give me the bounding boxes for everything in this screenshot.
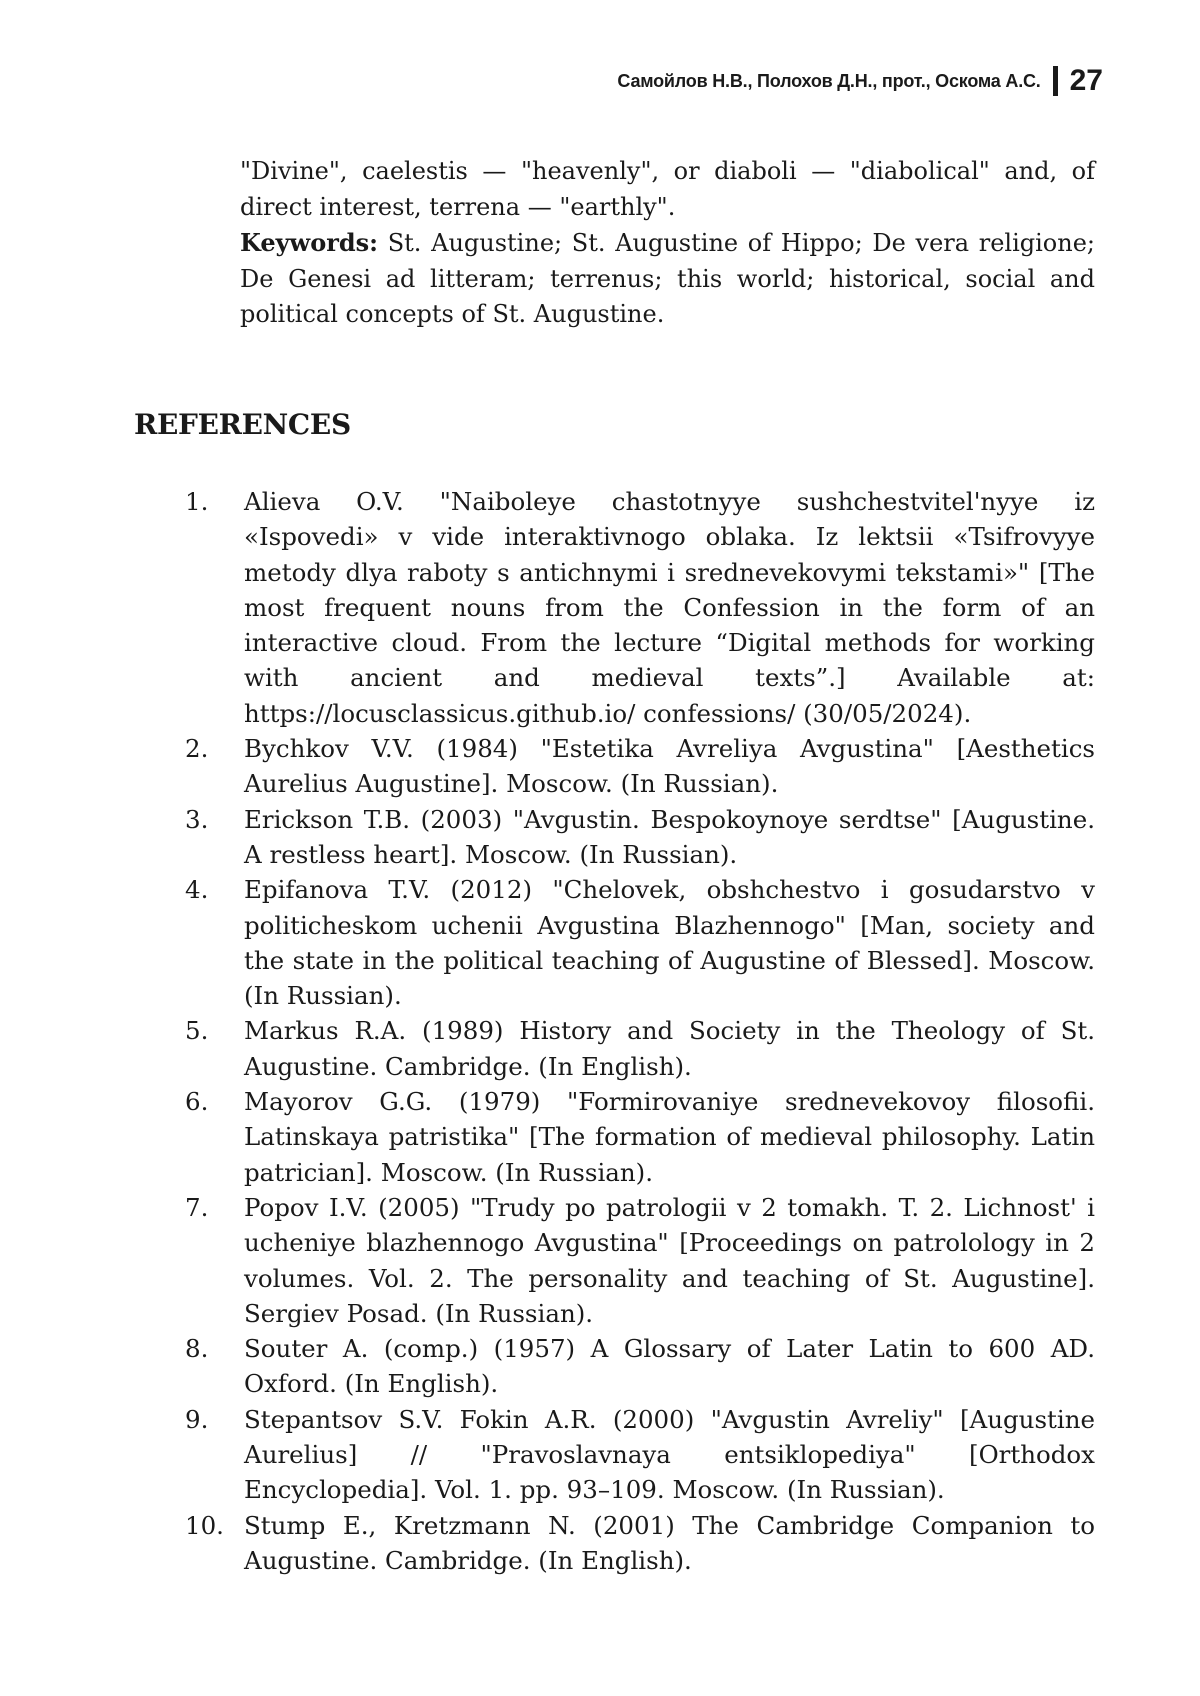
references-heading: REFERENCES [134,408,351,441]
reference-number: 9. [185,1404,209,1434]
reference-text: Markus R.A. (1989) History and Society in the Theology of St. Augustine. Cambridge. (In English). [244,1016,1095,1081]
reference-text: Erickson T.B. (2003) "Avgustin. Bespokoynoye serdtse" [Augustine. A restless heart]. Moscow. (In Russian). [244,804,1095,869]
running-head-authors: Самойлов Н.В., Полохов Д.Н., прот., Оскома А.С. [617,70,1041,91]
reference-text: Stump E., Kretzmann N. (2001) The Cambridge Companion to Augustine. Cambridge. (In English). [244,1510,1095,1575]
reference-number: 10. [185,1510,224,1540]
reference-number: 7. [185,1192,209,1222]
reference-text: Epifanova T.V. (2012) "Chelovek, obshchestvo i gosudarstvo v politicheskom uchenii Avgustina Blazhennogo" [Man, society and the state in the political teaching of Augustine of Blessed]. Moscow. (In Russian). [244,875,1095,1011]
abstract-continuation [240,154,1095,333]
reference-item [185,1331,1095,1402]
keywords-paragraph [240,225,1095,333]
running-head [617,66,1103,96]
reference-item [185,484,1095,731]
reference-number: 6. [185,1087,209,1117]
reference-item [185,731,1095,802]
reference-number: 1. [185,487,209,516]
reference-text: Bychkov V.V. (1984) "Estetika Avreliya Avgustina" [Aesthetics Aurelius Augustine]. Moscow. (In Russian). [244,734,1095,799]
running-head-divider [1053,66,1058,96]
references-list [185,484,1095,1578]
reference-item [185,1013,1095,1084]
reference-number: 5. [185,1016,209,1046]
reference-text: Alieva O.V. "Naiboleye chastotnyye sushchestvitel'nyye iz «Ispovedi» v vide interaktivnogo oblaka. Iz lektsii «Tsifrovyye metody dlya raboty s antichnymi i srednevekovymi tekstami»" [The most frequent nouns from the Confession in the form of an interactive cloud. From the lecture “Digital methods for working with ancient and medieval texts”.] Available at: https://locusclassicus.github.io/ confessions/ (30/05/2024). [244,487,1095,728]
reference-number: 8. [185,1334,209,1364]
reference-number: 3. [185,804,209,834]
reference-text: Popov I.V. (2005) "Trudy po patrologii v 2 tomakh. T. 2. Lichnost' i ucheniye blazhennogo Avgustina" [Proceedings on patrolology in 2 volumes. Vol. 2. The personality and teaching of St. Augustine]. Sergiev Posad. (In Russian). [244,1192,1095,1328]
reference-text: Souter A. (comp.) (1957) A Glossary of Later Latin to 600 AD. Oxford. (In English). [244,1334,1095,1399]
reference-text: Stepantsov S.V. Fokin A.R. (2000) "Avgustin Avreliy" [Augustine Aurelius] // "Pravoslavnaya entsiklopediya" [Orthodox Encyclopedia]. Vol. 1. pp. 93–109. Moscow. (In Russian). [244,1404,1095,1505]
reference-item [185,1508,1095,1579]
reference-item [185,802,1095,873]
reference-item [185,1084,1095,1190]
page-number: 27 [1069,64,1103,97]
reference-item [185,1190,1095,1331]
reference-number: 4. [185,875,209,905]
abstract-text: "Divine", caelestis — "heavenly", or diaboli — "diabolical" and, of direct interest, terrena — "earthly". [240,157,1095,221]
reference-item [185,872,1095,1013]
keywords-label: Keywords: [240,228,379,257]
reference-number: 2. [185,734,209,764]
reference-item [185,1402,1095,1508]
reference-text: Mayorov G.G. (1979) "Formirovaniye srednevekovoy filosofii. Latinskaya patristika" [The formation of medieval philosophy. Latin patrician]. Moscow. (In Russian). [244,1087,1095,1187]
keywords-text: St. Augustine; St. Augustine of Hippo; De vera religione; De Genesi ad litteram; terrenus; this world; historical, social and political concepts of St. Augustine. [240,229,1095,328]
